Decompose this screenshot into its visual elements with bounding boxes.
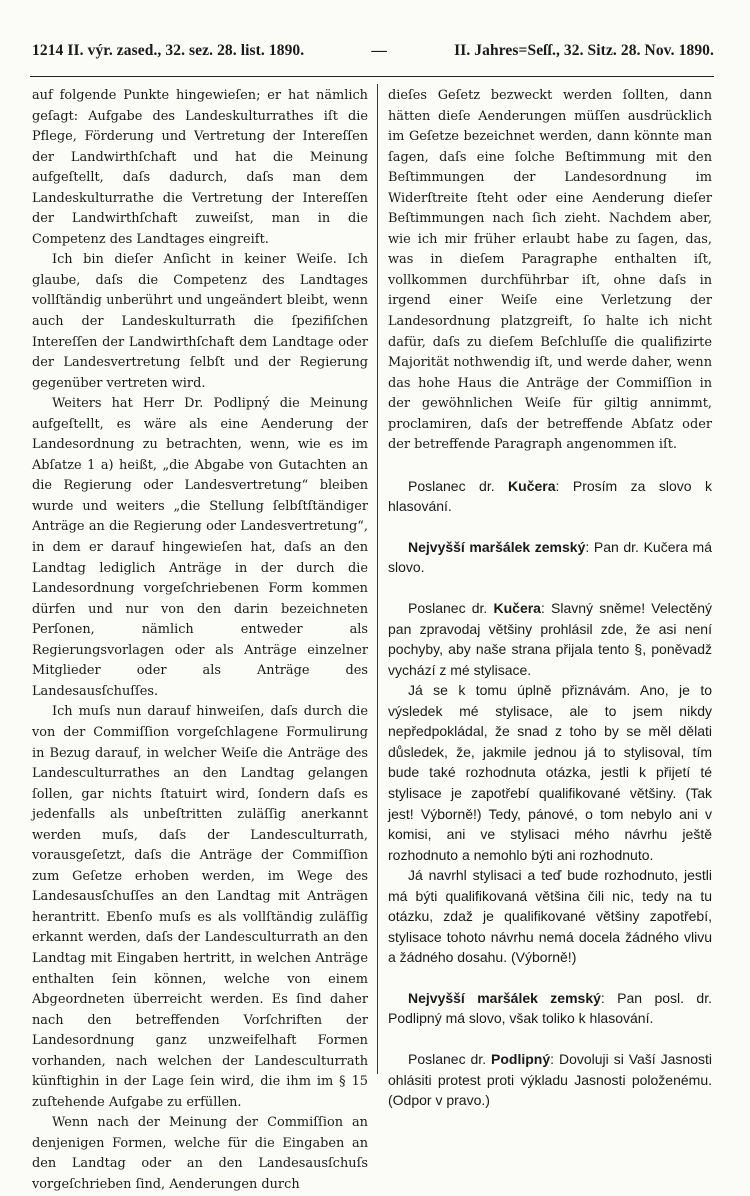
page-header <box>32 42 714 72</box>
speech-kucera-1: Poslanec dr. Kučera: Prosím za slovo k hlasování. <box>388 477 712 515</box>
speaker-name: Nejvyšší maršálek zemský <box>408 538 586 555</box>
speech-marshal-1: Nejvyšší maršálek zemský: Pan dr. Kučera má slovo. <box>388 538 712 576</box>
left-paragraph-1: auf folgende Punkte hingewieſen; er hat nämlich geſagt: Aufgabe des Landeskulturrathes iſt die Pflege, Förderung und Vertretung der Intereſſen der Landwirthſchaft und hat die Meinung aufgeſtellt, daſs dadurch, daſs man dem Landeskulturrathe die Vertretung der Intereſſen der Landwirthſchaft zuweiſst, man in die Competenz des Landtages eingreift. <box>32 88 368 247</box>
speaker-name: Nejvyšší maršálek zemský <box>408 989 601 1006</box>
speech-marshal-2: Nejvyšší maršálek zemský: Pan posl. dr. Podlipný má slovo, však toliko k hlasování. <box>388 989 712 1027</box>
header-separator: — <box>371 42 387 59</box>
header-czech: 1214 II. výr. zased., 32. sez. 28. list. 1890. <box>32 42 305 59</box>
speaker-name: Podlipný <box>491 1050 551 1067</box>
kucera-paragraph-1: Já se k tomu úplně přiznávám. Ano, je to výsledek mé stylisace, ale to jsem nikdy nepředpokládal, že snad z toho by se měl dělati důsledek, že, jakmile jednou já to stylisoval, tím bude také rozhodnuta otázka, jestli k přijetí té stylisace je zapotřebí qualifikované většiny. (Tak jest! Výborně!) Tedy, pánové, o tom nebylo ani v komisi, ani ve stylisaci mého návrhu ještě rozhodnuto a nemohlo býti ani rozhodnuto. <box>388 682 712 863</box>
left-paragraph-5: Wenn nach der Meinung der Commiſſion an denjenigen Formen, welche für die Eingaben an den Landtag oder an den Landesausſchuſs vorgeſchrieben ſind, Aenderungen durch <box>32 1115 368 1192</box>
speaker-name: Kučera <box>493 600 541 617</box>
speech-podlipny: Poslanec dr. Podlipný: Dovoluji si Vaší Jasnosti ohlásiti protest proti výkladu Jasnosti položenému. (Odpor v pravo.) <box>388 1050 712 1109</box>
left-paragraph-4: Ich muſs nun darauf hinweiſen, daſs durch die von der Commiſſion vorgeſchlagene Formulirung in Bezug darauf, in welcher Weiſe die Anträge des Landesculturrathes an den Landtag gelangen ſollen, gar nichts ſtatuirt wird, ſondern daſs es jedenfalls als unbeſtritten zuläſſig anerkannt werden muſs, daſs der Landesculturrath, vorausgeſetzt, daſs die Anträge der Commiſſion zum Geſetze erhoben werden, im Wege des Landesausſchuſſes an den Landtag mit Anträgen herantritt. Ebenſo muſs es als vollſtändig zuläſſig erkannt werden, daſs der Landesculturrath an den Landtag mit Eingaben hertritt, in welchen Anträge enthalten ſein können, welche von einem Abgeordneten überreicht werden. Es ſind daher nach den betreffenden Vorſchriften der Landesordnung ganz unzweifelhaft Formen vorhanden, nach welchen der Landesculturrath künftighin in der Lage ſein wird, die ihm im § 15 zuſtehende Aufgabe zu erfüllen. <box>32 704 368 1110</box>
left-paragraph-3: Weiters hat Herr Dr. Podlipný die Meinung aufgeſtellt, es wäre als eine Aenderung der Landesordnung zu betrachten, wenn, wie es im Abſatze 1 a) heißt, „die Abgabe von Gutachten an die Regierung oder Landesvertretung“ bleiben wurde und weiters „die Stellung ſelbſtſtändiger Anträge an die Regierung oder Landesvertretung“, in dem er darauf hingewieſen hat, daſs an den Landtag lediglich Anträge in der durch die Landesordnung vorgeſchriebenen Form kommen dürfen und nur von den darin bezeichneten Perſonen, nämlich entweder als Regierungsvorlagen oder als Anträge einzelner Mitglieder oder als Anträge des Landesausſchuſſes. <box>32 396 368 699</box>
column-divider <box>377 84 378 1074</box>
left-column <box>32 86 368 1196</box>
right-column <box>388 86 712 1111</box>
header-german: II. Jahres=Seſſ., 32. Sitz. 28. Nov. 1890. <box>454 42 714 59</box>
speech-kucera-2: Poslanec dr. Kučera: Slavný sněme! Velectěný pan zpravodaj většiny prohlásil zde, že asi není pochyby, aby naše strana přijala tento §, poněvadž vychází z mé stylisace. <box>388 600 713 678</box>
left-paragraph-2: Ich bin dieſer Anſicht in keiner Weiſe. Ich glaube, daſs die Competenz des Landtages vollſtändig unberührt und ungeändert bleibt, wenn auch der Landeskulturrath die ſpezifiſchen Intereſſen der Landwirthſchaft dem Landtage oder der Landesvertretung ſelbſt und der Regierung gegenüber vertreten wird. <box>32 252 368 391</box>
speaker-name: Kučera <box>508 477 556 494</box>
header-rule <box>30 76 714 77</box>
kucera-paragraph-2: Já navrhl stylisaci a teď bude rozhodnuto, jestli má býti qualifikovaná většina čili nic, tedy na tu otázku, zdaž je qualifikované většiny zapotřebí, stylisace tohoto návrhu nemá docela žádného vlivu a žádného dosahu. (Výborně!) <box>388 867 712 966</box>
right-german-paragraph: dieſes Geſetz bezweckt werden ſollten, dann hätten dieſe Aenderungen müſſen ausdrücklich im Geſetze bezeichnet werden, dann könnte man ſagen, daſs eine ſolche Beſtimmung mit den Beſtimmungen der Landesordnung im Widerſtreite ſteht oder eine Aenderung dieſer Beſtimmungen nach ſich zieht. Nachdem aber, wie ich mir früher erlaubt habe zu ſagen, das, was in dieſem Paragraphe enthalten iſt, vollkommen durchführbar iſt, ohne daſs in irgend einer Weiſe eine Verletzung der Landesordnung platzgreift, ſo halte ich nicht dafür, daſs zu dieſem Beſchluſſe die qualifizirte Majorität nothwendig iſt, und werde daher, wenn das hohe Haus die Anträge der Commiſſion in der gewöhnlichen Weiſe für giltig annimmt, proclamiren, daſs der betreffende Abſatz oder der betreffende Paragraph angenommen iſt. <box>388 88 712 453</box>
